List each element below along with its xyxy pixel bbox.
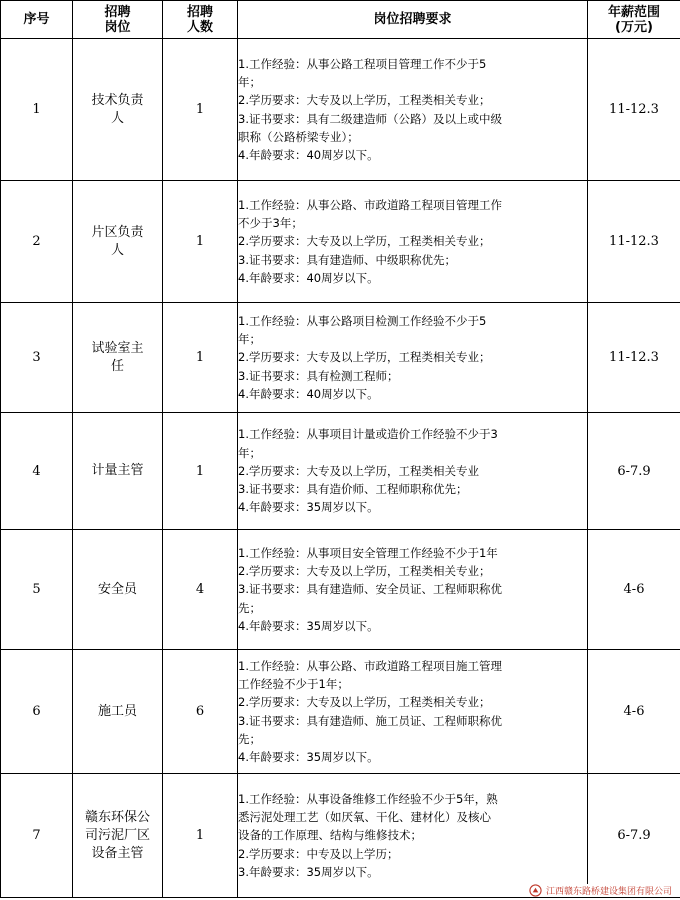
seq-cell: 6 xyxy=(1,650,73,774)
salary-cell: 11-12.3 xyxy=(588,39,680,181)
requirement-line: 2.学历要求：大专及以上学历，工程类相关专业 xyxy=(238,463,479,478)
requirement-line: 4.年龄要求：40周岁以下。 xyxy=(238,386,379,401)
headcount-cell: 1 xyxy=(163,413,238,530)
header-position: 招聘 岗位 xyxy=(73,1,163,39)
seq-cell: 3 xyxy=(1,303,73,413)
requirement-line: 1.工作经验：从事公路、市政道路工程项目施工管理 xyxy=(238,658,502,673)
requirements-cell xyxy=(238,530,588,650)
requirement-line: 1.工作经验：从事项目计量或造价工作经验不少于3 xyxy=(238,427,498,442)
requirement-line: 1.工作经验：从事公路、市政道路工程项目管理工作 xyxy=(238,197,502,212)
position-cell xyxy=(73,650,163,774)
position-line: 设备主管 xyxy=(91,845,144,861)
header-requirements: 岗位招聘要求 xyxy=(238,1,588,39)
requirement-line: 3.证书要求：具有造价师、工程师职称优先； xyxy=(238,482,468,497)
requirement-line: 4.年龄要求：35周岁以下。 xyxy=(238,500,379,515)
requirement-line: 2.学历要求：大专及以上学历，工程类相关专业； xyxy=(238,350,491,365)
position-line: 片区负责 xyxy=(91,224,144,240)
company-logo-icon xyxy=(529,884,542,897)
salary-cell: 11-12.3 xyxy=(588,181,680,303)
requirement-line: 年； xyxy=(238,332,261,347)
salary-cell: 4-6 xyxy=(588,650,680,774)
requirement-line: 4.年龄要求：35周岁以下。 xyxy=(238,618,379,633)
table-row xyxy=(1,303,680,413)
table-row xyxy=(1,650,680,774)
requirement-line: 3.证书要求：具有检测工程师； xyxy=(238,368,399,383)
requirement-line: 3.年龄要求：35周岁以下。 xyxy=(238,864,379,879)
seq-cell: 5 xyxy=(1,530,73,650)
requirement-line: 悉污泥处理工艺（如厌氧、干化、建材化）及核心 xyxy=(238,810,491,825)
company-watermark xyxy=(527,884,674,897)
requirement-line: 1.工作经验：从事项目安全管理工作经验不少于1年 xyxy=(238,545,498,560)
headcount-cell: 6 xyxy=(163,650,238,774)
salary-cell: 6-7.9 xyxy=(588,774,680,898)
requirement-line: 1.工作经验：从事公路工程项目管理工作不少于5 xyxy=(238,56,487,71)
position-line: 安全员 xyxy=(97,581,137,597)
table-row xyxy=(1,530,680,650)
header-headcount: 招聘 人数 xyxy=(163,1,238,39)
position-line: 人 xyxy=(110,110,124,126)
requirement-line: 年； xyxy=(238,445,261,460)
position-cell xyxy=(73,774,163,898)
requirement-line: 2.学历要求：大专及以上学历，工程类相关专业； xyxy=(238,695,491,710)
requirements-cell xyxy=(238,650,588,774)
requirements-cell xyxy=(238,303,588,413)
requirement-line: 1.工作经验：从事公路项目检测工作经验不少于5 xyxy=(238,313,487,328)
salary-cell: 11-12.3 xyxy=(588,303,680,413)
requirement-line: 2.学历要求：中专及以上学历； xyxy=(238,846,399,861)
headcount-cell: 4 xyxy=(163,530,238,650)
requirement-line: 1.工作经验：从事设备维修工作经验不少于5年，熟 xyxy=(238,791,498,806)
position-line: 技术负责 xyxy=(91,92,144,108)
position-line: 赣东环保公 xyxy=(84,809,150,825)
table-row xyxy=(1,774,680,898)
position-line: 施工员 xyxy=(97,703,137,719)
watermark-text: 江西赣东路桥建设集团有限公司 xyxy=(545,887,672,897)
position-line: 任 xyxy=(110,358,124,374)
seq-cell: 2 xyxy=(1,181,73,303)
requirement-line: 4.年龄要求：40周岁以下。 xyxy=(238,148,379,163)
position-line: 人 xyxy=(110,242,124,258)
requirement-line: 2.学历要求：大专及以上学历，工程类相关专业； xyxy=(238,234,491,249)
headcount-cell: 1 xyxy=(163,181,238,303)
seq-cell: 1 xyxy=(1,39,73,181)
position-cell xyxy=(73,413,163,530)
position-cell xyxy=(73,181,163,303)
requirement-line: 4.年龄要求：40周岁以下。 xyxy=(238,270,379,285)
headcount-cell: 1 xyxy=(163,303,238,413)
requirements-cell xyxy=(238,181,588,303)
requirement-line: 4.年龄要求：35周岁以下。 xyxy=(238,750,379,765)
requirement-line: 3.证书要求：具有二级建造师（公路）及以上或中级 xyxy=(238,111,502,126)
requirement-line: 职称（公路桥梁专业）； xyxy=(238,129,359,144)
header-row xyxy=(1,1,680,39)
headcount-cell: 1 xyxy=(163,39,238,181)
seq-cell: 7 xyxy=(1,774,73,898)
requirement-line: 工作经验不少于1年； xyxy=(238,676,349,691)
requirement-line: 年； xyxy=(238,74,261,89)
position-cell xyxy=(73,303,163,413)
position-cell xyxy=(73,39,163,181)
salary-cell: 4-6 xyxy=(588,530,680,650)
requirements-cell xyxy=(238,413,588,530)
header-salary: 年薪范围 (万元) xyxy=(588,1,680,39)
position-line: 计量主管 xyxy=(91,463,144,478)
requirement-line: 不少于3年； xyxy=(238,216,303,231)
table-row xyxy=(1,39,680,181)
salary-cell: 6-7.9 xyxy=(588,413,680,530)
position-cell xyxy=(73,530,163,650)
position-line: 司污泥厂区 xyxy=(84,827,150,843)
headcount-cell: 1 xyxy=(163,774,238,898)
requirement-line: 3.证书要求：具有建造师、安全员证、工程师职称优 xyxy=(238,582,502,597)
requirement-line: 3.证书要求：具有建造师、施工员证、工程师职称优 xyxy=(238,713,502,728)
requirements-cell xyxy=(238,39,588,181)
position-line: 试验室主 xyxy=(91,340,144,356)
requirement-line: 3.证书要求：具有建造师、中级职称优先； xyxy=(238,252,456,267)
header-seq: 序号 xyxy=(1,1,73,39)
requirement-line: 2.学历要求：大专及以上学历，工程类相关专业； xyxy=(238,564,491,579)
table-row xyxy=(1,413,680,530)
seq-cell: 4 xyxy=(1,413,73,530)
requirement-line: 2.学历要求：大专及以上学历，工程类相关专业； xyxy=(238,93,491,108)
requirements-cell xyxy=(238,774,588,898)
requirement-line: 先； xyxy=(238,600,261,615)
requirement-line: 设备的工作原理、结构与维修技术； xyxy=(238,828,422,843)
requirement-line: 先； xyxy=(238,731,261,746)
table-row xyxy=(1,181,680,303)
